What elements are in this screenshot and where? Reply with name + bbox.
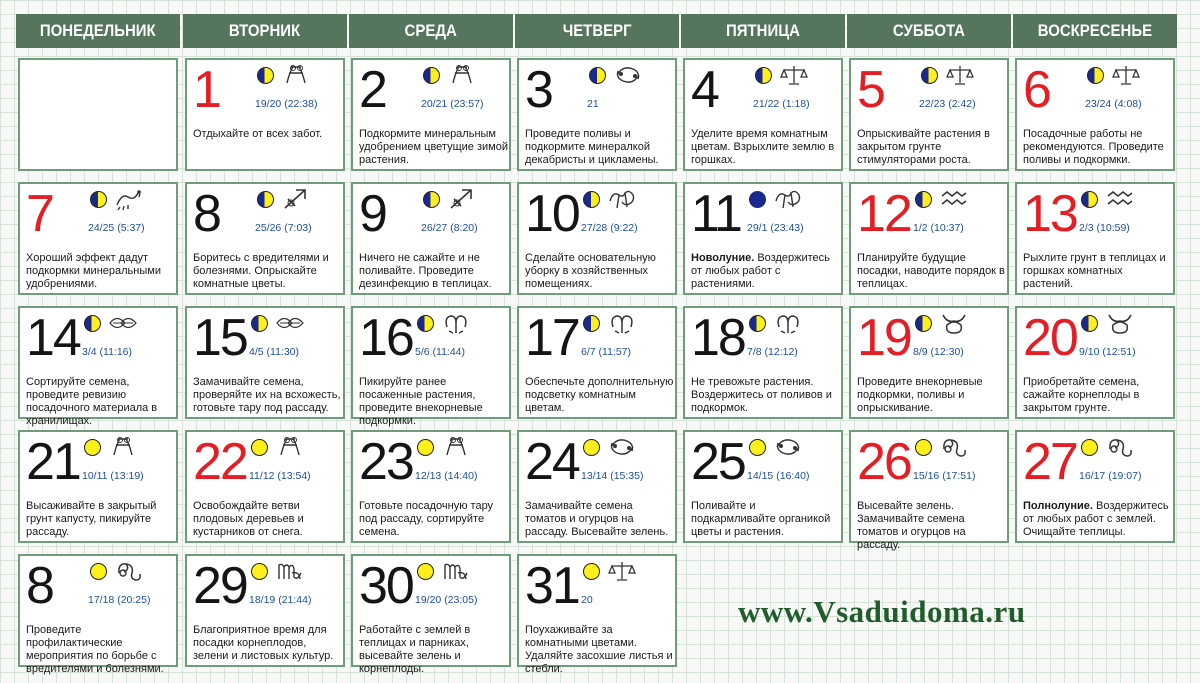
moon-phase-icon bbox=[257, 191, 274, 208]
gardening-tip bbox=[525, 500, 675, 539]
gardening-tip bbox=[193, 500, 343, 539]
lunar-day-info: 6/7 (11:57) bbox=[581, 346, 632, 358]
day-cell bbox=[1015, 306, 1175, 419]
libra-icon bbox=[945, 63, 975, 87]
aquarius-icon bbox=[1105, 187, 1135, 211]
gardening-tip bbox=[26, 500, 176, 539]
gemini-icon bbox=[275, 435, 305, 459]
gardening-tip bbox=[26, 376, 176, 428]
day-number: 16 bbox=[359, 309, 413, 367]
capricorn-icon bbox=[773, 187, 803, 211]
pisces-icon bbox=[108, 311, 138, 335]
tip-highlight: Полнолуние. bbox=[1023, 500, 1093, 512]
day-cell bbox=[351, 58, 511, 171]
tip-text: Приобретайте семена, сажайте корнеплоды в закрытом грунте. bbox=[1023, 376, 1140, 414]
gardening-tip bbox=[1023, 500, 1173, 539]
day-number: 9 bbox=[359, 185, 386, 243]
day-number: 17 bbox=[525, 309, 579, 367]
tip-text: Поухаживайте за комнатными цветами. Удаляйте засохшие листья и стебли. bbox=[525, 624, 673, 675]
lunar-day-info: 20 bbox=[581, 594, 593, 606]
moon-phase-icon bbox=[251, 563, 268, 580]
lunar-day-info: 15/16 (17:51) bbox=[913, 470, 976, 482]
gardening-tip bbox=[857, 128, 1007, 167]
lunar-day-info: 14/15 (16:40) bbox=[747, 470, 810, 482]
gardening-tip bbox=[193, 128, 343, 141]
day-number: 7 bbox=[26, 185, 53, 243]
lunar-day-info: 7/8 (12:12) bbox=[747, 346, 798, 358]
weekday-label: ПОНЕДЕЛЬНИК bbox=[40, 21, 156, 40]
weekday-header bbox=[1013, 14, 1177, 48]
virgo-icon bbox=[441, 559, 471, 583]
gemini-icon bbox=[441, 435, 471, 459]
day-cell bbox=[351, 182, 511, 295]
gemini-icon bbox=[281, 63, 311, 87]
day-cell bbox=[185, 182, 345, 295]
moon-phase-icon bbox=[251, 315, 268, 332]
gardening-tip bbox=[691, 128, 841, 167]
tip-text: Рыхлите грунт в теплицах и горшках комнатных растений. bbox=[1023, 252, 1166, 290]
libra-icon bbox=[1111, 63, 1141, 87]
moon-phase-icon bbox=[915, 191, 932, 208]
lunar-day-info: 20/21 (23:57) bbox=[421, 98, 484, 110]
lunar-day-info: 24/25 (5:37) bbox=[88, 222, 145, 234]
leo-icon bbox=[1105, 435, 1135, 459]
tip-text: Поливайте и подкармливайте органикой цветы и растения. bbox=[691, 500, 831, 538]
sagittarius-icon bbox=[447, 187, 477, 211]
day-number: 5 bbox=[857, 61, 884, 119]
day-cell bbox=[18, 430, 178, 543]
day-number: 18 bbox=[691, 309, 745, 367]
day-number: 15 bbox=[193, 309, 247, 367]
cancer-icon bbox=[613, 63, 643, 87]
day-number: 13 bbox=[1023, 185, 1077, 243]
day-cell bbox=[185, 58, 345, 171]
lunar-day-info: 21 bbox=[587, 98, 599, 110]
weekday-label: ВОСКРЕСЕНЬЕ bbox=[1037, 21, 1153, 40]
weekday-header bbox=[681, 14, 845, 48]
lunar-day-info: 12/13 (14:40) bbox=[415, 470, 478, 482]
lunar-day-info: 25/26 (7:03) bbox=[255, 222, 312, 234]
scorpio-icon bbox=[114, 187, 144, 211]
moon-phase-icon bbox=[417, 439, 434, 456]
moon-phase-icon bbox=[921, 67, 938, 84]
capricorn-icon bbox=[607, 187, 637, 211]
lunar-day-info: 29/1 (23:43) bbox=[747, 222, 804, 234]
tip-text: Посадочные работы не рекомендуются. Проведите поливы и подкормки. bbox=[1023, 128, 1164, 166]
tip-text: Хороший эффект дадут подкормки минеральными удобрениями. bbox=[26, 252, 161, 290]
tip-text: Уделите время комнатным цветам. Взрыхлите землю в горшках. bbox=[691, 128, 835, 166]
lunar-day-info: 16/17 (19:07) bbox=[1079, 470, 1142, 482]
day-number: 22 bbox=[193, 433, 247, 491]
tip-text: Готовьте посадочную тару под рассаду, сортируйте семена. bbox=[359, 500, 494, 538]
day-number: 14 bbox=[26, 309, 80, 367]
day-number: 10 bbox=[525, 185, 579, 243]
aquarius-icon bbox=[939, 187, 969, 211]
moon-phase-icon bbox=[251, 439, 268, 456]
lunar-day-info: 18/19 (21:44) bbox=[249, 594, 312, 606]
day-number: 19 bbox=[857, 309, 911, 367]
weekday-label: ПЯТНИЦА bbox=[726, 21, 800, 40]
gardening-tip bbox=[857, 252, 1007, 291]
taurus-icon bbox=[1105, 311, 1135, 335]
leo-icon bbox=[939, 435, 969, 459]
tip-text: Замачивайте семена, проверяйте их на всхожесть, готовьте тару под рассаду. bbox=[193, 376, 341, 414]
aries-icon bbox=[773, 311, 803, 335]
day-cell bbox=[185, 430, 345, 543]
tip-text: Не тревожьте растения. Воздержитесь от поливов и подкормок. bbox=[691, 376, 832, 414]
day-cell bbox=[185, 306, 345, 419]
tip-text: Проведите поливы и подкормите минералкой декабристы и цикламены. bbox=[525, 128, 659, 166]
moon-phase-icon bbox=[257, 67, 274, 84]
moon-phase-icon bbox=[84, 315, 101, 332]
moon-phase-icon bbox=[423, 191, 440, 208]
day-number: 25 bbox=[691, 433, 745, 491]
moon-phase-icon bbox=[1081, 315, 1098, 332]
moon-phase-icon bbox=[90, 191, 107, 208]
day-cell bbox=[18, 182, 178, 295]
day-number: 20 bbox=[1023, 309, 1077, 367]
weekday-label: ЧЕТВЕРГ bbox=[562, 21, 632, 40]
weekday-label: СУББОТА bbox=[892, 21, 966, 40]
day-number: 12 bbox=[857, 185, 911, 243]
gardening-tip bbox=[359, 252, 509, 291]
lunar-day-info: 19/20 (23:05) bbox=[415, 594, 478, 606]
lunar-day-info: 27/28 (9:22) bbox=[581, 222, 638, 234]
tip-text: Высаживайте в закрытый грунт капусту, пикируйте рассаду. bbox=[26, 500, 157, 538]
empty-day-cell bbox=[18, 58, 178, 171]
weekday-header bbox=[515, 14, 679, 48]
lunar-day-info: 22/23 (2:42) bbox=[919, 98, 976, 110]
moon-phase-icon bbox=[583, 315, 600, 332]
day-cell bbox=[683, 182, 843, 295]
gardening-tip bbox=[691, 500, 841, 539]
day-cell bbox=[351, 306, 511, 427]
day-number: 8 bbox=[26, 557, 53, 615]
day-cell bbox=[351, 554, 511, 675]
tip-text: Подкормите минеральным удобрением цветущие зимой растения. bbox=[359, 128, 508, 166]
libra-icon bbox=[779, 63, 809, 87]
tip-highlight: Новолуние. bbox=[691, 252, 755, 264]
day-cell bbox=[849, 306, 1009, 419]
day-cell bbox=[18, 554, 178, 675]
lunar-day-info: 11/12 (13:54) bbox=[249, 470, 311, 482]
tip-text: Сделайте основательную уборку в хозяйственных помещениях. bbox=[525, 252, 656, 290]
day-number: 1 bbox=[193, 61, 220, 119]
aries-icon bbox=[607, 311, 637, 335]
weekday-header bbox=[16, 14, 180, 48]
moon-phase-icon bbox=[417, 563, 434, 580]
gardening-tip bbox=[1023, 376, 1173, 415]
day-cell bbox=[849, 430, 1009, 551]
day-cell bbox=[1015, 58, 1175, 171]
pisces-icon bbox=[275, 311, 305, 335]
cancer-icon bbox=[607, 435, 637, 459]
libra-icon bbox=[607, 559, 637, 583]
gardening-tip bbox=[691, 376, 841, 415]
day-cell bbox=[517, 182, 677, 295]
day-number: 8 bbox=[193, 185, 220, 243]
gardening-tip bbox=[691, 252, 841, 291]
moon-phase-icon bbox=[583, 191, 600, 208]
moon-phase-icon bbox=[749, 191, 766, 208]
tip-text: Высевайте зелень. Замачивайте семена томатов и огурцов на рассаду. bbox=[857, 500, 966, 551]
weekday-label: СРЕДА bbox=[404, 21, 458, 40]
gardening-tip bbox=[193, 376, 343, 415]
virgo-icon bbox=[275, 559, 305, 583]
lunar-day-info: 2/3 (10:59) bbox=[1079, 222, 1130, 234]
sagittarius-icon bbox=[281, 187, 311, 211]
moon-phase-icon bbox=[915, 439, 932, 456]
day-number: 31 bbox=[525, 557, 579, 615]
tip-text: Освобождайте ветви плодовых деревьев и кустарников от снега. bbox=[193, 500, 304, 538]
moon-phase-icon bbox=[84, 439, 101, 456]
lunar-day-info: 26/27 (8:20) bbox=[421, 222, 478, 234]
day-cell bbox=[185, 554, 345, 667]
day-number: 24 bbox=[525, 433, 579, 491]
weekday-label: ВТОРНИК bbox=[229, 21, 301, 40]
gardening-tip bbox=[525, 128, 675, 167]
day-number: 30 bbox=[359, 557, 413, 615]
lunar-day-info: 5/6 (11:44) bbox=[415, 346, 466, 358]
moon-phase-icon bbox=[589, 67, 606, 84]
tip-text: Работайте с землей в теплицах и парниках, высевайте зелень и корнеплоды. bbox=[359, 624, 471, 675]
day-number: 6 bbox=[1023, 61, 1050, 119]
tip-text: Воздержитесь от любых работ с землей. Очищайте теплицы. bbox=[1023, 500, 1169, 538]
tip-text: Воздержитесь от любых работ с растениями. bbox=[691, 252, 830, 290]
day-cell bbox=[18, 306, 178, 427]
day-cell bbox=[1015, 182, 1175, 295]
day-cell bbox=[351, 430, 511, 543]
gardening-tip bbox=[359, 624, 509, 676]
lunar-day-info: 21/22 (1:18) bbox=[753, 98, 810, 110]
day-cell bbox=[517, 554, 677, 675]
gardening-tip bbox=[525, 252, 675, 291]
gardening-tip bbox=[525, 624, 675, 676]
day-cell bbox=[1015, 430, 1175, 543]
gardening-tip bbox=[1023, 128, 1173, 167]
lunar-day-info: 17/18 (20:25) bbox=[88, 594, 151, 606]
website-watermark: www.Vsaduidoma.ru bbox=[738, 594, 1026, 629]
tip-text: Отдыхайте от всех забот. bbox=[193, 128, 323, 140]
tip-text: Сортируйте семена, проведите ревизию посадочного материала в хранилищах. bbox=[26, 376, 158, 427]
weekday-header bbox=[183, 14, 347, 48]
gardening-tip bbox=[1023, 252, 1173, 291]
day-cell bbox=[683, 58, 843, 171]
gardening-tip bbox=[359, 376, 509, 428]
tip-text: Опрыскивайте растения в закрытом грунте стимуляторами роста. bbox=[857, 128, 990, 166]
tip-text: Проведите профилактические мероприятия по борьбе с вредителями и болезнями. bbox=[26, 624, 164, 675]
day-number: 21 bbox=[26, 433, 80, 491]
lunar-day-info: 1/2 (10:37) bbox=[913, 222, 964, 234]
tip-text: Благоприятное время для посадки корнеплодов, зелени и листовых культур. bbox=[193, 624, 334, 662]
day-number: 2 bbox=[359, 61, 386, 119]
weekday-header bbox=[847, 14, 1011, 48]
cancer-icon bbox=[773, 435, 803, 459]
gemini-icon bbox=[108, 435, 138, 459]
day-cell bbox=[683, 430, 843, 543]
moon-phase-icon bbox=[1081, 191, 1098, 208]
tip-text: Пикируйте ранее посаженные растения, проведите внекорневые подкормки. bbox=[359, 376, 483, 427]
day-cell bbox=[849, 58, 1009, 171]
tip-text: Планируйте будущие посадки, наводите порядок в теплицах. bbox=[857, 252, 1005, 290]
aries-icon bbox=[441, 311, 471, 335]
lunar-day-info: 9/10 (12:51) bbox=[1079, 346, 1136, 358]
day-cell bbox=[517, 430, 677, 543]
moon-phase-icon bbox=[749, 439, 766, 456]
tip-text: Замачивайте семена томатов и огурцов на рассаду. Высевайте зелень. bbox=[525, 500, 669, 538]
day-number: 3 bbox=[525, 61, 552, 119]
lunar-day-info: 19/20 (22:38) bbox=[255, 98, 318, 110]
day-number: 11 bbox=[691, 185, 741, 243]
moon-phase-icon bbox=[1081, 439, 1098, 456]
moon-phase-icon bbox=[1087, 67, 1104, 84]
moon-phase-icon bbox=[423, 67, 440, 84]
tip-text: Обеспечьте дополнительную подсветку комнатным цветам. bbox=[525, 376, 674, 414]
moon-phase-icon bbox=[915, 315, 932, 332]
gardening-tip bbox=[857, 500, 1007, 552]
gardening-tip bbox=[525, 376, 675, 415]
day-number: 29 bbox=[193, 557, 247, 615]
moon-phase-icon bbox=[583, 563, 600, 580]
day-cell bbox=[517, 58, 677, 171]
day-number: 23 bbox=[359, 433, 413, 491]
day-cell bbox=[683, 306, 843, 419]
gardening-tip bbox=[26, 624, 176, 676]
lunar-day-info: 8/9 (12:30) bbox=[913, 346, 964, 358]
moon-phase-icon bbox=[583, 439, 600, 456]
gardening-tip bbox=[193, 252, 343, 291]
lunar-day-info: 13/14 (15:35) bbox=[581, 470, 644, 482]
gardening-tip bbox=[193, 624, 343, 663]
day-number: 27 bbox=[1023, 433, 1077, 491]
lunar-day-info: 23/24 (4:08) bbox=[1085, 98, 1142, 110]
gemini-icon bbox=[447, 63, 477, 87]
gardening-tip bbox=[857, 376, 1007, 415]
gardening-tip bbox=[359, 128, 509, 167]
gardening-tip bbox=[359, 500, 509, 539]
day-cell bbox=[517, 306, 677, 419]
tip-text: Боритесь с вредителями и болезнями. Опрыскайте комнатные цветы. bbox=[193, 252, 329, 290]
taurus-icon bbox=[939, 311, 969, 335]
day-number: 4 bbox=[691, 61, 718, 119]
moon-phase-icon bbox=[749, 315, 766, 332]
moon-phase-icon bbox=[755, 67, 772, 84]
lunar-day-info: 10/11 (13:19) bbox=[82, 470, 144, 482]
weekday-header bbox=[349, 14, 513, 48]
tip-text: Проведите внекорневые подкормки, поливы и опрыскивание. bbox=[857, 376, 983, 414]
gardening-tip bbox=[26, 252, 176, 291]
day-cell bbox=[849, 182, 1009, 295]
day-number: 26 bbox=[857, 433, 911, 491]
moon-phase-icon bbox=[90, 563, 107, 580]
leo-icon bbox=[114, 559, 144, 583]
lunar-day-info: 3/4 (11:16) bbox=[82, 346, 133, 358]
moon-phase-icon bbox=[417, 315, 434, 332]
lunar-day-info: 4/5 (11:30) bbox=[249, 346, 300, 358]
tip-text: Ничего не сажайте и не поливайте. Проведите дезинфекцию в теплицах. bbox=[359, 252, 492, 290]
